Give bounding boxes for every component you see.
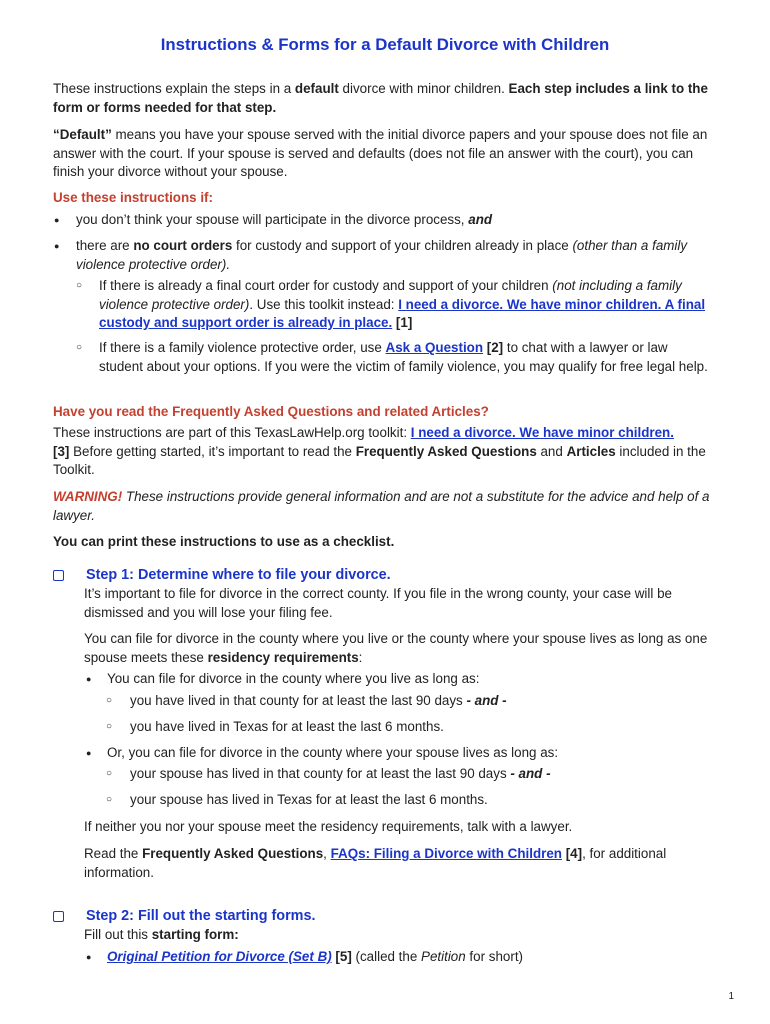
faq-bold: Frequently Asked Questions xyxy=(355,443,537,459)
bullet-italic: (other than a family violence protective order). xyxy=(76,238,688,272)
final-order-toolkit-link[interactable]: I need a divorce. We have minor children. A final custody and support order is already in place. xyxy=(99,296,706,330)
step-1-paragraph-4 xyxy=(84,845,714,882)
warning-text: These instructions provide general information and are not a substitute for the advice and help of a lawyer. xyxy=(53,489,710,523)
bullet-emphasis: and xyxy=(468,212,493,227)
step-text: , xyxy=(323,846,331,861)
step-text: : xyxy=(358,649,363,665)
step-1-checkbox[interactable] xyxy=(53,570,64,581)
reference-marker: [3] xyxy=(53,443,70,459)
bullet-icon: ● xyxy=(86,674,92,684)
intro-text: divorce with minor children. xyxy=(338,81,509,96)
petition-italic: Petition xyxy=(421,949,466,964)
use-if-subbullet-2 xyxy=(99,339,711,376)
intro-text: These instructions explain the steps in a xyxy=(53,81,295,96)
bullet-text: for short) xyxy=(465,949,523,964)
faqs-filing-divorce-link[interactable]: FAQs: Filing a Divorce with Children xyxy=(330,846,562,861)
step-2-paragraph-1 xyxy=(84,926,714,945)
step-1-bullet-1: You can file for divorce in the county where you live as long as: xyxy=(107,671,480,686)
ask-a-question-link[interactable]: Ask a Question xyxy=(385,340,484,355)
subbullet-italic: (not including a family violence protective order) xyxy=(99,278,682,312)
and-connector: - and - xyxy=(510,766,551,781)
step-2-checkbox[interactable] xyxy=(53,911,64,922)
checklist-note: You can print these instructions to use as a checklist. xyxy=(53,534,395,549)
subbullet-text: If there is already a final court order for custody and support of your children xyxy=(99,278,553,293)
bullet-icon: ● xyxy=(86,952,92,962)
faq-bold: Articles xyxy=(566,443,616,459)
bullet-bold: no court orders xyxy=(133,238,233,253)
bullet-text: (called the xyxy=(351,949,422,964)
faq-heading: Have you read the Frequently Asked Questions and related Articles? xyxy=(53,404,489,419)
faq-text: Before getting started, it’s important to read the xyxy=(69,443,356,459)
step-text: , for additional information. xyxy=(84,846,667,880)
page-title: Instructions & Forms for a Default Divorce with Children xyxy=(160,35,610,54)
bullet-icon: ● xyxy=(86,748,92,758)
step-1-heading: Step 1: Determine where to file your divorce. xyxy=(86,567,391,583)
step-1-subbullet-1 xyxy=(130,692,710,711)
reference-marker: [2] xyxy=(483,340,504,355)
bullet-text: you don’t think your spouse will participate in the divorce process, xyxy=(76,212,469,227)
step-text: Read the xyxy=(84,846,143,861)
circle-bullet-icon: ○ xyxy=(106,768,113,779)
subbullet-text: If there is a family violence protective order, use xyxy=(99,340,386,355)
step-1-bullet-2: Or, you can file for divorce in the county where your spouse lives as long as: xyxy=(107,745,559,760)
faq-text: and xyxy=(536,443,567,459)
reference-marker: [1] xyxy=(392,315,413,330)
default-definition-text: means you have your spouse served with the initial divorce papers and your spouse does not file an answer with the court. If your spouse is served and defaults (does not file an answer with the court), you can finish your divorce without your spouse. xyxy=(53,127,708,179)
page-number: 1 xyxy=(728,991,734,1002)
step-1-paragraph-2 xyxy=(84,630,714,667)
warning-paragraph xyxy=(53,488,718,525)
reference-marker: [4] xyxy=(561,846,583,861)
faq-text: These instructions are part of this TexasLawHelp.org toolkit: xyxy=(53,425,411,440)
intro-paragraph xyxy=(53,80,718,117)
bullet-icon: ● xyxy=(54,215,60,225)
step-1-subbullet-3 xyxy=(130,765,710,784)
default-definition-paragraph xyxy=(53,126,718,182)
starting-form-bold: starting form: xyxy=(151,927,239,942)
bullet-icon: ● xyxy=(54,241,60,251)
faq-text: included in the Toolkit. xyxy=(53,443,706,477)
circle-bullet-icon: ○ xyxy=(106,721,113,732)
intro-bold-note: Each step includes a link to the form or forms needed for that step. xyxy=(53,81,708,115)
subbullet-text: to chat with a lawyer or law student about your options. If you were the victim of family violence, you may qualify for free legal help. xyxy=(99,340,708,374)
step-text: You can file for divorce in the county where you live or the county where your spouse lives as long as one spouse meets these xyxy=(84,631,708,665)
subbullet-text: . Use this toolkit instead: xyxy=(249,296,399,312)
use-if-bullet-2 xyxy=(76,237,716,274)
circle-bullet-icon: ○ xyxy=(106,794,113,805)
step-2-heading: Step 2: Fill out the starting forms. xyxy=(86,908,316,924)
subbullet-text: your spouse has lived in that county for at least the last 90 days xyxy=(130,766,511,781)
faq-bold: Frequently Asked Questions xyxy=(142,846,324,861)
use-if-subbullet-1 xyxy=(99,277,717,333)
reference-marker: [5] xyxy=(331,949,352,964)
use-if-bullet-1 xyxy=(76,211,716,230)
step-1-paragraph-3: If neither you nor your spouse meet the residency requirements, talk with a lawyer. xyxy=(84,819,573,834)
circle-bullet-icon: ○ xyxy=(106,695,113,706)
intro-bold-default: default xyxy=(294,81,339,96)
toolkit-link[interactable]: I need a divorce. We have minor children. xyxy=(410,425,674,440)
step-1-paragraph-1: It’s important to file for divorce in the correct county. If you file in the wrong county, your case will be dismissed and you will lose your filing fee. xyxy=(84,586,672,620)
step-2-bullet-1 xyxy=(107,948,707,967)
step-1-subbullet-2: you have lived in Texas for at least the last 6 months. xyxy=(130,719,444,734)
faq-paragraph xyxy=(53,424,718,480)
use-if-heading: Use these instructions if: xyxy=(53,190,213,205)
circle-bullet-icon: ○ xyxy=(76,280,83,291)
step-1-subbullet-4: your spouse has lived in Texas for at least the last 6 months. xyxy=(130,792,488,807)
step-text: Fill out this xyxy=(84,927,152,942)
original-petition-link[interactable]: Original Petition for Divorce (Set B) xyxy=(107,949,332,964)
default-term: “Default” xyxy=(53,127,112,142)
bullet-text: for custody and support of your children already in place xyxy=(232,238,573,253)
bullet-text: there are xyxy=(76,238,134,253)
residency-requirements-bold: residency requirements xyxy=(207,649,359,665)
and-connector: - and - xyxy=(466,693,507,708)
subbullet-text: you have lived in that county for at least the last 90 days xyxy=(130,693,467,708)
circle-bullet-icon: ○ xyxy=(76,342,83,353)
warning-label: WARNING! xyxy=(53,489,123,504)
